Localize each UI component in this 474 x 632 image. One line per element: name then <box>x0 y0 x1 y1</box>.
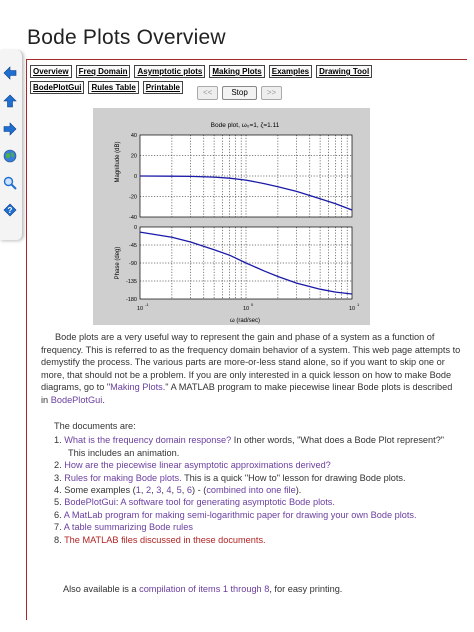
compilation-note <box>63 584 342 594</box>
phase-y-tick-label: -90 <box>129 261 137 267</box>
item-text: In other words, "What does a Bode Plot represent?" <box>231 435 445 446</box>
item-number: 6. <box>54 509 64 520</box>
item-number: 1. <box>54 435 65 446</box>
software-tool-link[interactable]: A software tool for generating asymptotic Bode plots. <box>120 497 335 508</box>
example-3-link[interactable]: 3 <box>156 485 162 496</box>
list-item-sub: This includes an animation. <box>68 447 180 458</box>
x-tick-exponent: 1 <box>357 302 360 307</box>
intro-text-1: Bode plots are a very useful way to represent the gain and phase of a system as a function of frequency. This is referred to as the frequency domain behavior of a system. This web page attempts to demystify the process. The various parts are more-or-less stand alone, so if you want to skip one or more, that should not be a problem. If you are only interested in a quick lesson on how to make Bode diagrams, go to " <box>41 332 461 393</box>
combined-examples-link[interactable]: combined into one file <box>206 485 296 496</box>
stop-button[interactable]: Stop <box>222 86 256 100</box>
tab-freq-domain[interactable]: Freq Domain <box>76 65 131 78</box>
item-number: 8. <box>54 534 65 545</box>
item-text: : <box>115 497 121 508</box>
list-item <box>54 509 464 521</box>
magnitude-y-tick-label: 40 <box>130 133 137 139</box>
documents-heading: The documents are: <box>54 421 136 431</box>
x-tick-label: 10 <box>136 306 144 312</box>
tab-bodeplotgui[interactable]: BodePlotGui <box>30 81 84 94</box>
magnitude-y-tick-label: 0 <box>133 174 137 180</box>
globe-icon[interactable] <box>1 147 19 165</box>
tab-printable[interactable]: Printable <box>143 81 183 94</box>
tab-asymptotic-plots[interactable]: Asymptotic plots <box>134 65 205 78</box>
magnitude-y-tick-label: 20 <box>130 153 137 160</box>
list-item <box>54 496 464 508</box>
item-number: 5. <box>54 497 65 508</box>
tab-rules-table[interactable]: Rules Table <box>88 81 138 94</box>
plot-title: Bode plot, ω₀=1, ζ=1.11 <box>210 122 280 129</box>
x-tick-label: 10 <box>242 306 250 312</box>
item-number: 4. <box>54 485 65 496</box>
example-6-link[interactable]: 6 <box>186 485 193 496</box>
magnitude-y-tick-label: -40 <box>129 215 137 221</box>
x-tick-exponent: -1 <box>145 302 149 307</box>
phase-y-tick-label: -135 <box>125 279 137 285</box>
frequency-axis-label: ω (rad/sec) <box>229 318 261 324</box>
tab-examples[interactable]: Examples <box>269 65 312 78</box>
item-text: ) - ( <box>192 485 207 496</box>
footer-text-1: Also available is a <box>63 584 140 594</box>
footer-text-2: , for easy printing. <box>269 584 343 594</box>
svg-text:?: ? <box>7 206 13 215</box>
arrow-left-icon[interactable] <box>1 64 19 82</box>
list-item <box>54 472 464 484</box>
semilog-paper-link[interactable]: A MatLab program for making semi-logarithmic paper for drawing your own Bode plots. <box>63 509 417 520</box>
item-text: Some examples ( <box>64 485 136 496</box>
magnitude-y-tick-label: -20 <box>129 194 137 201</box>
navigation-sidebar <box>0 50 23 240</box>
arrow-right-icon[interactable] <box>1 120 19 138</box>
next-frame-button[interactable]: >> <box>261 86 282 100</box>
phase-y-tick-label: -180 <box>125 297 137 303</box>
rules-link[interactable]: Rules for making Bode plots. <box>64 472 182 483</box>
magnitude-axis-label: Magnitude (dB) <box>115 141 121 183</box>
magnitude-plot <box>129 133 352 221</box>
bode-plot-svg <box>93 108 370 325</box>
intro-paragraph <box>41 331 461 407</box>
arrow-up-icon[interactable] <box>1 92 19 110</box>
bodeplotgui-link[interactable]: BodePlotGui <box>50 394 103 405</box>
help-icon[interactable] <box>1 201 19 219</box>
previous-frame-button[interactable]: << <box>197 86 218 100</box>
item-number: 7. <box>54 522 64 533</box>
example-1-link[interactable]: 1 <box>135 485 141 496</box>
list-item <box>54 459 464 471</box>
phase-y-tick-label: 0 <box>133 225 137 231</box>
animation-controls <box>197 86 282 100</box>
magnifier-icon[interactable] <box>1 174 19 192</box>
intro-text-3: . <box>102 394 105 405</box>
page-title: Bode Plots Overview <box>27 26 226 49</box>
intro-text-2: " A MATLAB program to make piecewise linear Bode plots is described in <box>41 382 453 405</box>
list-item <box>54 434 464 446</box>
item-number: 3. <box>54 472 65 483</box>
tab-overview[interactable]: Overview <box>30 65 72 78</box>
compilation-link[interactable]: compilation of items 1 through 8 <box>139 584 270 594</box>
example-5-link[interactable]: 5 <box>176 485 182 496</box>
x-tick-label: 10 <box>348 306 356 312</box>
phase-axis-label: Phase (deg) <box>115 246 121 280</box>
making-plots-link[interactable]: Making Plots. <box>110 382 166 393</box>
phase-y-tick-label: -45 <box>129 243 137 249</box>
list-item <box>54 534 464 546</box>
x-tick-exponent: 0 <box>251 302 254 307</box>
phase-plot <box>126 225 360 312</box>
list-item <box>54 521 464 533</box>
list-item: 4. Some examples (1, 2, 3, 4, 5, 6) - (combined into one file). <box>54 485 302 496</box>
item-number: 2. <box>54 460 65 471</box>
item-text: This is a quick "How to" lesson for drawing Bode plots. <box>181 472 406 483</box>
asymptotic-link[interactable]: How are the piecewise linear asymptotic approximations derived? <box>64 460 331 471</box>
matlab-files-link[interactable]: The MATLAB files discussed in these documents. <box>64 534 266 545</box>
rules-table-link[interactable]: A table summarizing Bode rules <box>63 522 193 533</box>
bodeplotgui-tool-link[interactable]: BodePlotGui <box>64 497 116 508</box>
tab-making-plots[interactable]: Making Plots <box>209 65 264 78</box>
example-2-link[interactable]: 2 <box>145 485 152 496</box>
example-4-link[interactable]: 4 <box>166 485 172 496</box>
tab-drawing-tool[interactable]: Drawing Tool <box>316 65 372 78</box>
item-text: ). <box>295 485 302 496</box>
bode-plot-figure <box>93 108 370 325</box>
documents-list <box>54 420 464 546</box>
freq-domain-link[interactable]: What is the frequency domain response? <box>64 435 232 446</box>
